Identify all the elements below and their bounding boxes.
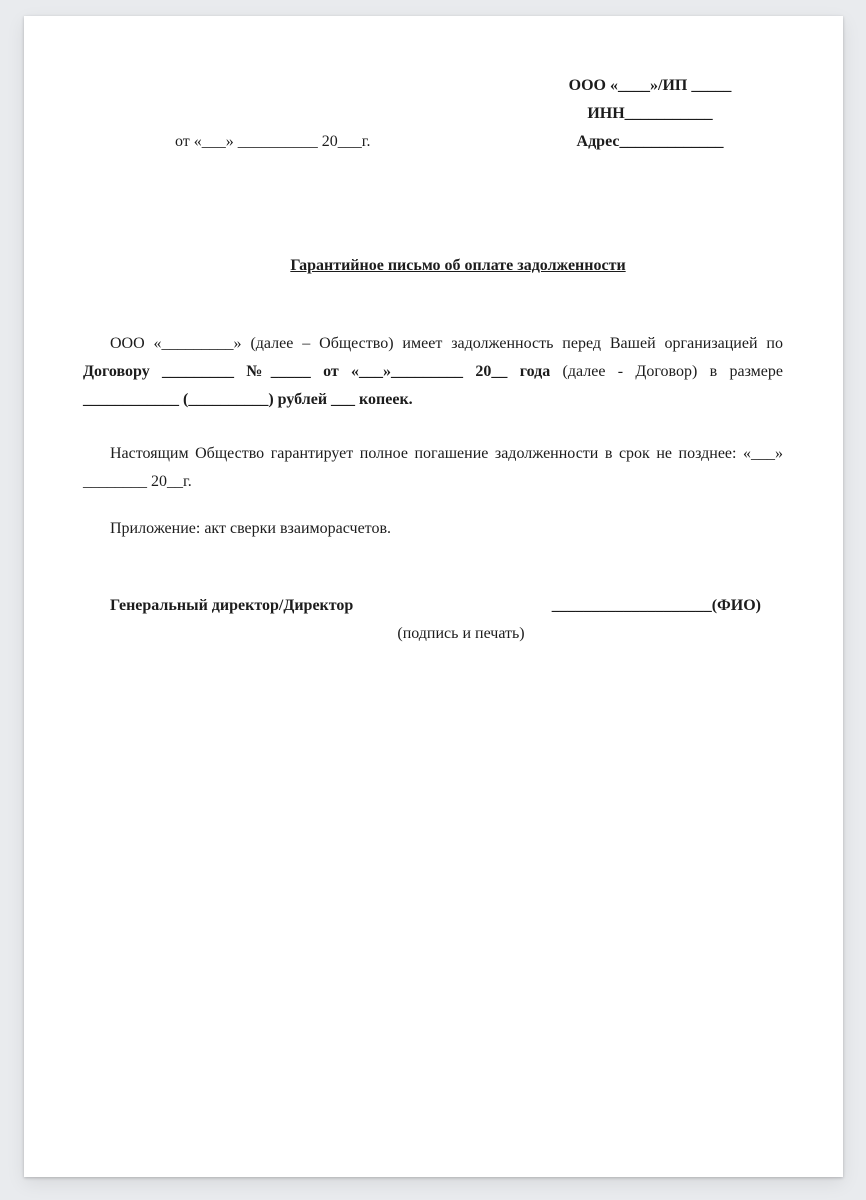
signature-caption: (подпись и печать) [397,625,525,642]
fio-signature-line: ____________________(ФИО) [551,597,761,614]
director-label: Генеральный директор/Директор [110,597,354,614]
address-line: Адрес_____________ [576,133,724,150]
company-name-line: ООО «____»/ИП _____ [568,77,732,94]
document-title: Гарантийное письмо об оплате задолженности [290,257,626,274]
paragraph-debt-part2: Договору _________ №_____ от «___»_________ 20__ года [83,363,563,380]
paragraph-debt-part1: ООО «_________» (далее – Общество) имеет задолженность перед Вашей организацией по [110,335,783,352]
paragraph-debt-part3: (далее - Договор) в размере [562,363,784,380]
attachment-line: Приложение: акт сверки взаиморасчетов. [110,520,392,537]
inn-line: ИНН___________ [587,105,713,122]
paragraph-guarantee: Настоящим Общество гарантирует полное погашение задолженности в срок не позднее: «___» ________ 20__г. [83,445,783,490]
document-header [83,72,783,156]
company-requisites-block [520,72,780,156]
paragraph-debt-part4: ____________ (__________) рублей ___ копеек. [83,391,413,408]
paragraph-debt [83,330,783,414]
date-line: от «___» __________ 20___г. [175,133,371,150]
document-content [24,16,843,648]
document-sheet [24,16,843,1177]
signature-row [83,592,783,620]
